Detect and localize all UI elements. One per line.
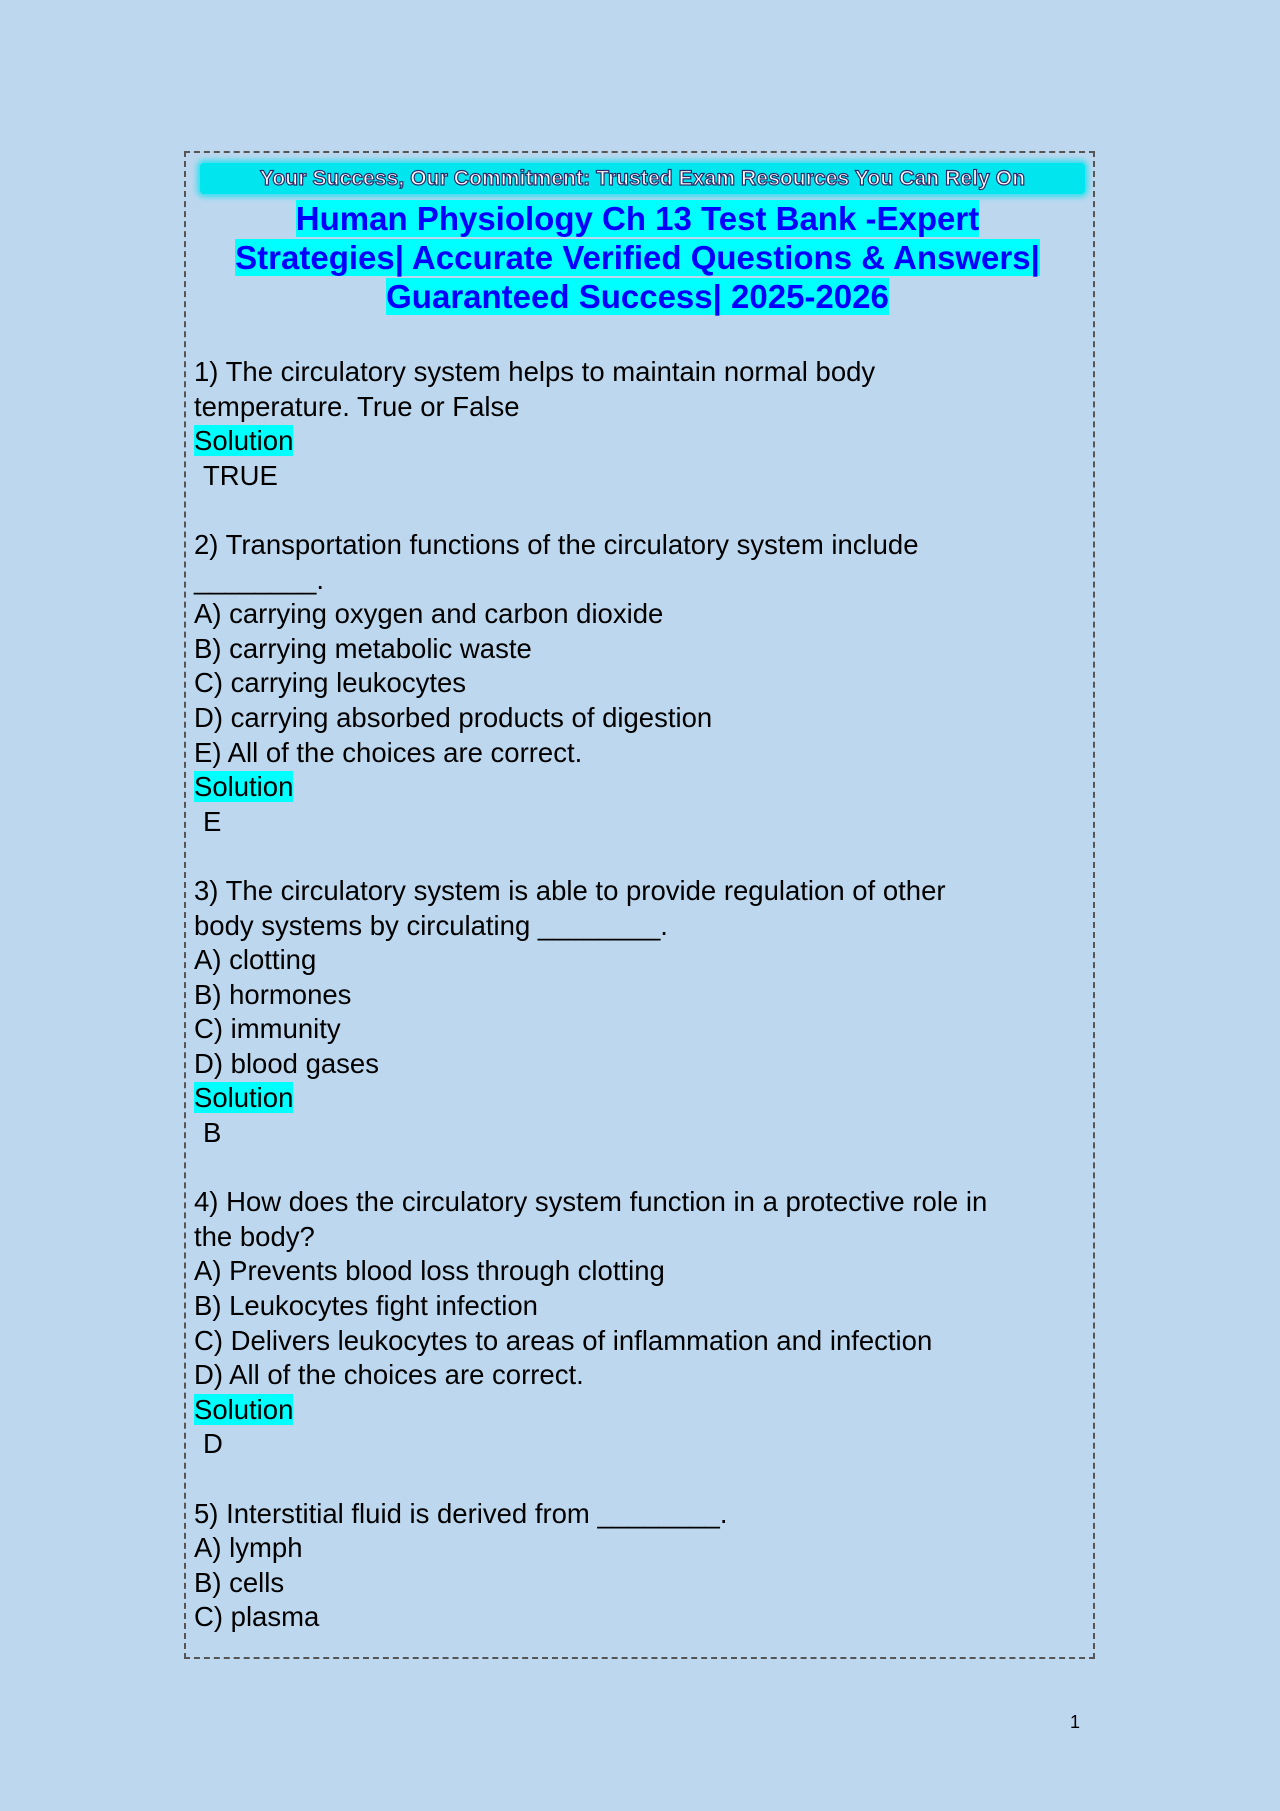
- question-block: [194, 355, 1084, 493]
- answer-text: E: [203, 805, 222, 837]
- question-text: 2) Transportation functions of the circulatory system include: [194, 528, 919, 560]
- option-text: D) blood gases: [194, 1047, 379, 1079]
- question-list: [194, 355, 1084, 1635]
- option-text: A) carrying oxygen and carbon dioxide: [194, 598, 664, 630]
- document-title: [195, 199, 1080, 316]
- header-banner: [200, 163, 1085, 194]
- question-text: ________.: [194, 563, 324, 595]
- question-block: [194, 528, 1084, 839]
- answer-text: TRUE: [203, 459, 278, 491]
- solution-label: Solution: [194, 425, 294, 457]
- question-text: body systems by circulating ________.: [194, 909, 668, 941]
- title-line-1: Human Physiology Ch 13 Test Bank -Expert: [295, 200, 980, 237]
- option-text: D) carrying absorbed products of digestion: [194, 701, 713, 733]
- option-text: B) Leukocytes fight infection: [194, 1290, 538, 1322]
- page-number: 1: [1070, 1712, 1081, 1732]
- option-text: D) All of the choices are correct.: [194, 1359, 584, 1391]
- solution-label: Solution: [194, 771, 294, 803]
- question-text: 5) Interstitial fluid is derived from ________.: [194, 1497, 728, 1529]
- answer-text: D: [203, 1428, 223, 1460]
- option-text: B) hormones: [194, 978, 352, 1010]
- option-text: A) lymph: [194, 1532, 303, 1564]
- option-text: C) immunity: [194, 1013, 341, 1045]
- option-text: B) carrying metabolic waste: [194, 632, 532, 664]
- solution-label: Solution: [194, 1393, 294, 1425]
- option-text: C) carrying leukocytes: [194, 667, 467, 699]
- question-text: 3) The circulatory system is able to provide regulation of other: [194, 874, 946, 906]
- banner-text: Your Success, Our Commitment: Trusted Exam Resources You Can Rely On: [259, 167, 1026, 190]
- question-text: 4) How does the circulatory system function in a protective role in: [194, 1186, 988, 1218]
- option-text: A) Prevents blood loss through clotting: [194, 1255, 665, 1287]
- option-text: A) clotting: [194, 944, 317, 976]
- option-text: E) All of the choices are correct.: [194, 736, 583, 768]
- title-line-3: Guaranteed Success| 2025-2026: [386, 278, 889, 315]
- question-block: [194, 874, 1084, 1151]
- solution-label: Solution: [194, 1082, 294, 1114]
- question-text: 1) The circulatory system helps to maintain normal body: [194, 356, 876, 387]
- option-text: B) cells: [194, 1566, 285, 1598]
- option-text: C) plasma: [194, 1601, 320, 1633]
- question-block: [194, 1497, 1084, 1635]
- question-block: [194, 1185, 1084, 1462]
- question-text: temperature. True or False: [194, 390, 520, 422]
- title-line-2: Strategies| Accurate Verified Questions & Answers|: [235, 239, 1040, 276]
- question-text: the body?: [194, 1220, 315, 1252]
- option-text: C) Delivers leukocytes to areas of inflammation and infection: [194, 1324, 933, 1356]
- answer-text: B: [203, 1117, 222, 1149]
